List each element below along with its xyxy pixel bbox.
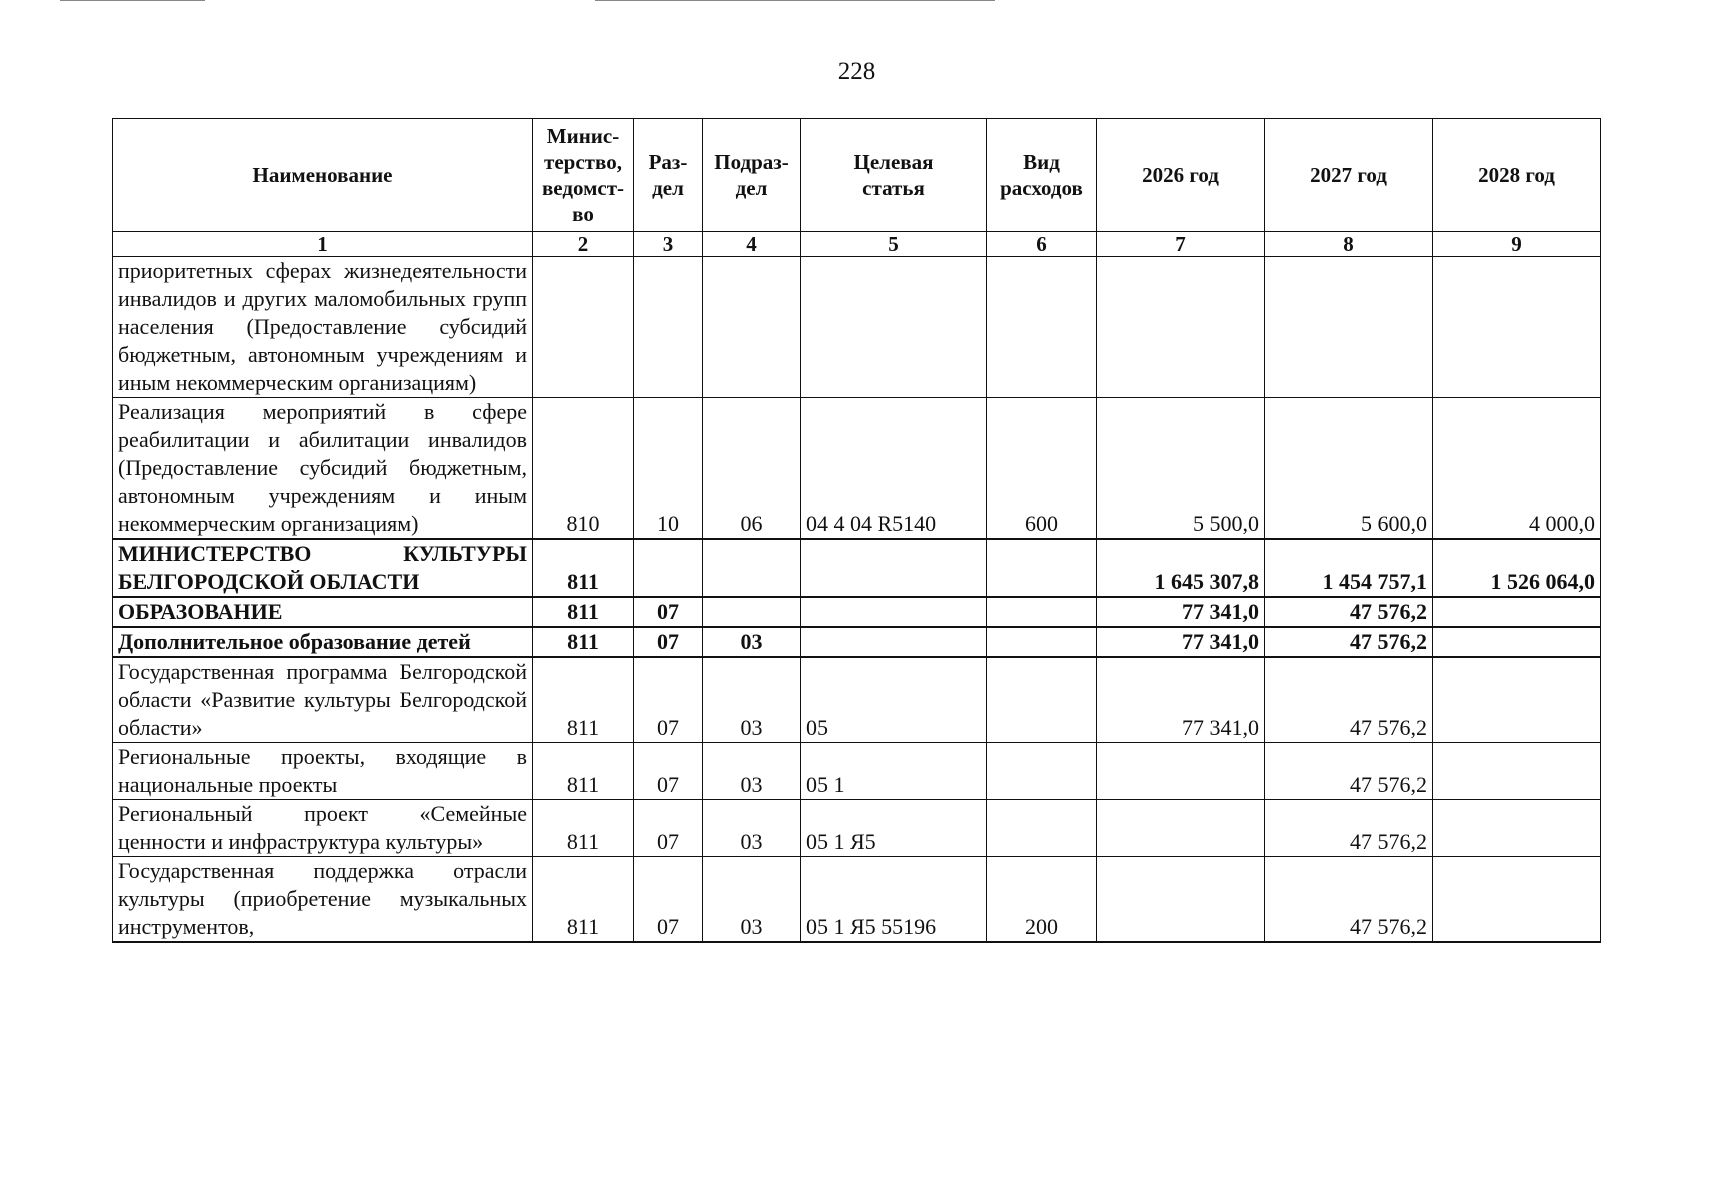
row-2027: [1265, 257, 1433, 398]
table-header-row: [113, 119, 1601, 232]
header-2026: 2026 год: [1097, 119, 1265, 232]
row-ministry: 811: [533, 627, 634, 657]
table-row: [113, 657, 1601, 743]
row-subsection: [703, 257, 801, 398]
row-subsection: [703, 539, 801, 597]
row-2027: 5 600,0: [1265, 398, 1433, 540]
row-section: 07: [634, 657, 703, 743]
row-expense-type: [987, 597, 1097, 627]
row-section: [634, 257, 703, 398]
row-2028: [1433, 800, 1601, 857]
row-name: приоритетных сферах жизнедеятельности инвалидов и других маломобильных групп населения (Предоставление субсидий бюджетным, автономным учреждениям и иным некоммерческим организациям): [113, 257, 533, 398]
column-number: 2: [533, 232, 634, 257]
row-expense-type: 200: [987, 857, 1097, 943]
row-ministry: 810: [533, 398, 634, 540]
row-name: Реализация мероприятий в сфере реабилитации и абилитации инвалидов (Предоставление субсидий бюджетным, автономным учреждениям и иным некоммерческим организациям): [113, 398, 533, 540]
header-expense-type: [987, 119, 1097, 232]
row-ministry: [533, 257, 634, 398]
row-expense-type: [987, 657, 1097, 743]
header-expense-type-label: Вид расходов: [1000, 150, 1083, 200]
row-2028: [1433, 743, 1601, 800]
header-ministry: [533, 119, 634, 232]
row-name: МИНИСТЕРСТВО КУЛЬТУРЫ БЕЛГОРОДСКОЙ ОБЛАСТИ: [113, 539, 533, 597]
table-row: [113, 743, 1601, 800]
column-number: 4: [703, 232, 801, 257]
row-subsection: 03: [703, 857, 801, 943]
row-2027: 47 576,2: [1265, 857, 1433, 943]
row-section: 07: [634, 857, 703, 943]
row-name: Региональный проект «Семейные ценности и инфраструктура культуры»: [113, 800, 533, 857]
row-subsection: 03: [703, 743, 801, 800]
row-2028: 4 000,0: [1433, 398, 1601, 540]
row-target: 05 1: [801, 743, 987, 800]
table-row: [113, 597, 1601, 627]
header-target: [801, 119, 987, 232]
column-number-row: [113, 232, 1601, 257]
row-expense-type: 600: [987, 398, 1097, 540]
header-2027: 2027 год: [1265, 119, 1433, 232]
row-section: 07: [634, 627, 703, 657]
row-target: [801, 539, 987, 597]
row-target: 05: [801, 657, 987, 743]
row-section: 07: [634, 597, 703, 627]
row-name: ОБРАЗОВАНИЕ: [113, 597, 533, 627]
row-subsection: 03: [703, 657, 801, 743]
column-number: 1: [113, 232, 533, 257]
row-name: Государственная программа Белгородской области «Развитие культуры Белгородской области»: [113, 657, 533, 743]
row-2027: 47 576,2: [1265, 657, 1433, 743]
row-name: Государственная поддержка отрасли культуры (приобретение музыкальных инструментов,: [113, 857, 533, 943]
row-name: Дополнительное образование детей: [113, 627, 533, 657]
row-subsection: [703, 597, 801, 627]
row-2026: 77 341,0: [1097, 627, 1265, 657]
header-section-label: Раз- дел: [648, 150, 688, 200]
row-expense-type: [987, 257, 1097, 398]
row-target: [801, 597, 987, 627]
scan-edge-line: [60, 0, 205, 1]
row-target: [801, 257, 987, 398]
row-2026: 77 341,0: [1097, 657, 1265, 743]
row-ministry: 811: [533, 800, 634, 857]
row-expense-type: [987, 800, 1097, 857]
row-2028: [1433, 257, 1601, 398]
row-expense-type: [987, 743, 1097, 800]
column-number: 6: [987, 232, 1097, 257]
row-2027: 47 576,2: [1265, 597, 1433, 627]
row-ministry: 811: [533, 743, 634, 800]
column-number: 8: [1265, 232, 1433, 257]
row-2026: 77 341,0: [1097, 597, 1265, 627]
header-target-label: Целевая статья: [853, 150, 934, 200]
table-row: [113, 800, 1601, 857]
table-row: [113, 257, 1601, 398]
row-2026: 5 500,0: [1097, 398, 1265, 540]
row-section: 07: [634, 743, 703, 800]
row-target: 05 1 Я5 55196: [801, 857, 987, 943]
row-subsection: 03: [703, 800, 801, 857]
row-2027: 47 576,2: [1265, 800, 1433, 857]
header-name: Наименование: [113, 119, 533, 232]
row-ministry: 811: [533, 597, 634, 627]
row-ministry: 811: [533, 657, 634, 743]
row-name: Региональные проекты, входящие в национальные проекты: [113, 743, 533, 800]
row-2028: [1433, 657, 1601, 743]
column-number: 9: [1433, 232, 1601, 257]
header-2028: 2028 год: [1433, 119, 1601, 232]
header-subsection-label: Подраз- дел: [714, 150, 789, 200]
budget-table: [112, 118, 1601, 943]
row-subsection: 03: [703, 627, 801, 657]
row-target: 05 1 Я5: [801, 800, 987, 857]
row-section: [634, 539, 703, 597]
row-2028: [1433, 597, 1601, 627]
row-expense-type: [987, 539, 1097, 597]
row-subsection: 06: [703, 398, 801, 540]
row-ministry: 811: [533, 857, 634, 943]
row-expense-type: [987, 627, 1097, 657]
row-2028: [1433, 857, 1601, 943]
table-row: [113, 857, 1601, 943]
column-number: 7: [1097, 232, 1265, 257]
row-ministry: 811: [533, 539, 634, 597]
table-row: [113, 539, 1601, 597]
page-number: 228: [837, 58, 876, 85]
row-2027: 47 576,2: [1265, 743, 1433, 800]
row-2028: [1433, 627, 1601, 657]
row-2026: [1097, 743, 1265, 800]
header-ministry-label: Минис- терство, ведомст- во: [541, 124, 625, 226]
row-section: 10: [634, 398, 703, 540]
row-section: 07: [634, 800, 703, 857]
row-2026: [1097, 257, 1265, 398]
header-subsection: [703, 119, 801, 232]
table-row: [113, 627, 1601, 657]
row-2027: 1 454 757,1: [1265, 539, 1433, 597]
header-section: [634, 119, 703, 232]
scan-edge-line: [595, 0, 995, 1]
column-number: 3: [634, 232, 703, 257]
row-2026: [1097, 857, 1265, 943]
row-target: 04 4 04 R5140: [801, 398, 987, 540]
row-2026: 1 645 307,8: [1097, 539, 1265, 597]
column-number: 5: [801, 232, 987, 257]
table-row: [113, 398, 1601, 540]
row-2028: 1 526 064,0: [1433, 539, 1601, 597]
row-2027: 47 576,2: [1265, 627, 1433, 657]
row-target: [801, 627, 987, 657]
row-2026: [1097, 800, 1265, 857]
